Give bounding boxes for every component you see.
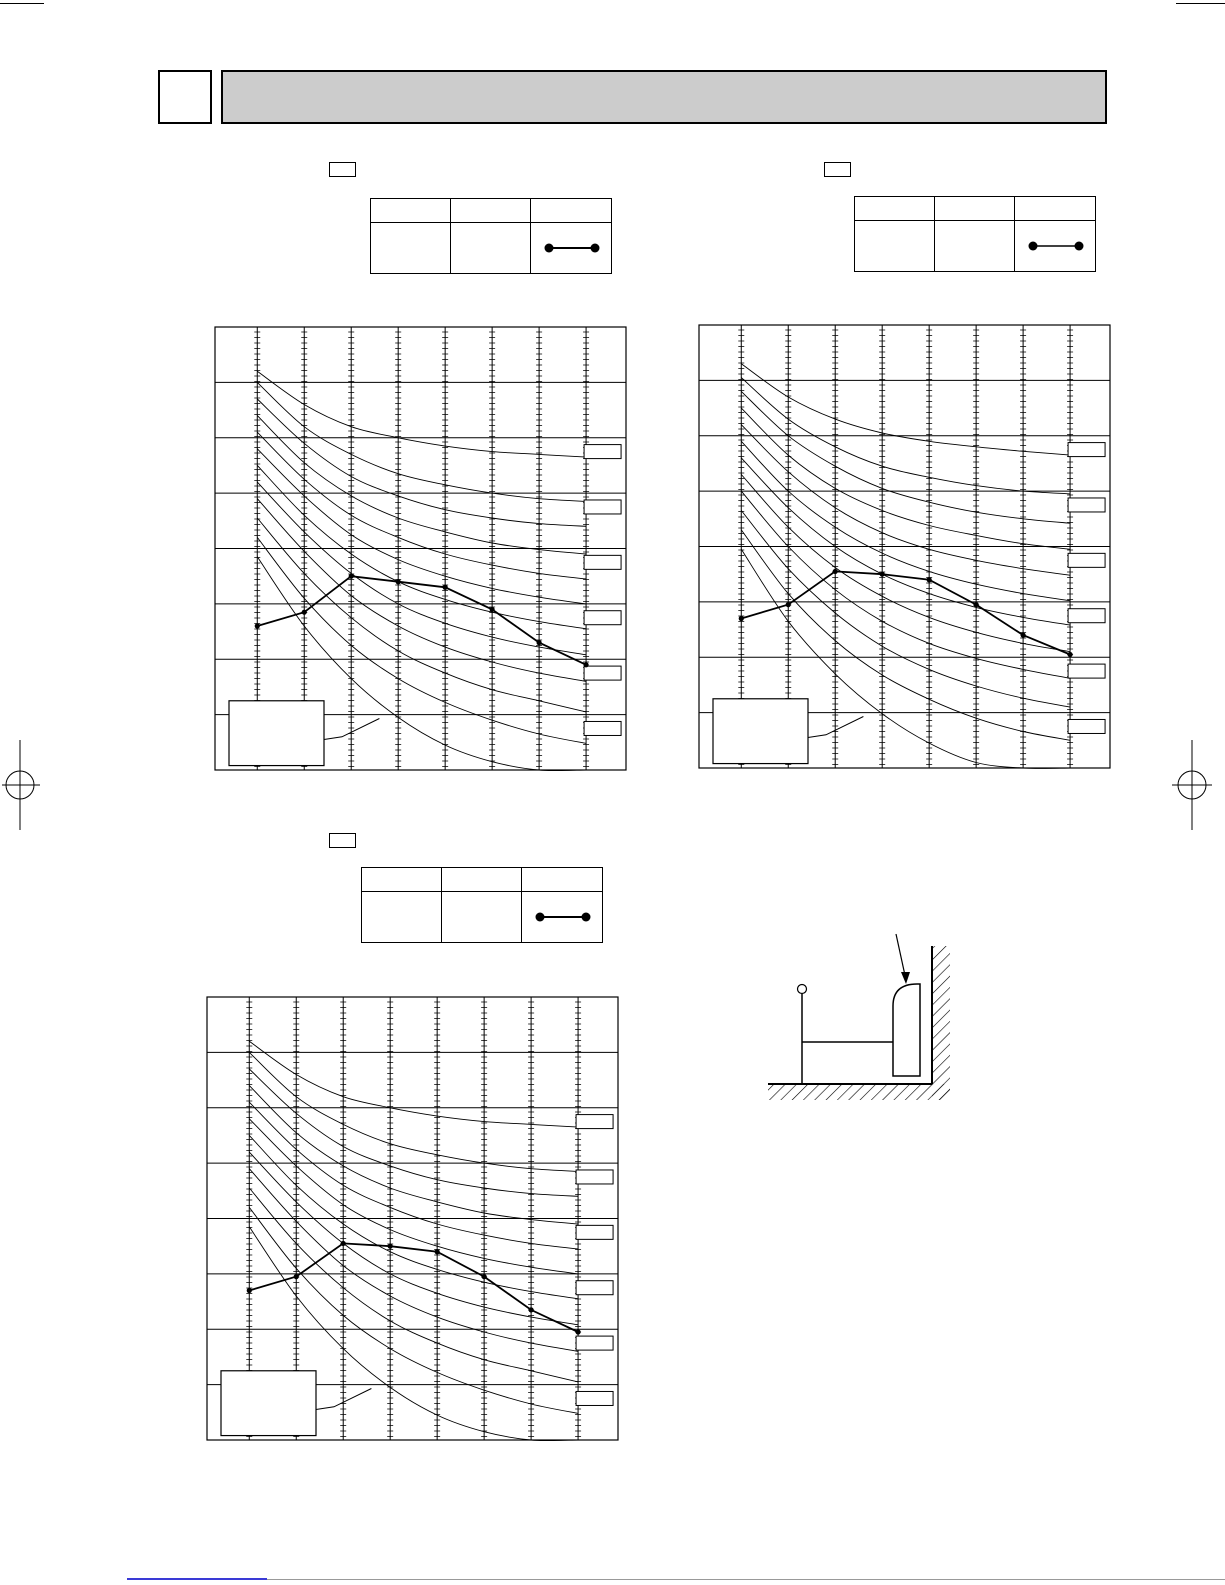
chart-c-legend-table: [361, 867, 603, 943]
section-header-bar: [221, 70, 1107, 124]
curve-label: [1068, 498, 1105, 512]
footer-rule: [267, 1579, 1225, 1580]
curve-label: [584, 611, 621, 625]
curve-label: [576, 1115, 613, 1129]
bed-and-indoor-unit-diagram-icon: [760, 928, 960, 1108]
crop-mark-top-left: [0, 3, 44, 4]
series-point: [739, 616, 744, 621]
curve-label: [1068, 664, 1105, 678]
curve-label: [584, 666, 621, 680]
annotation-box: [221, 1371, 316, 1436]
series-point: [529, 1307, 534, 1312]
curve-label-box: [584, 500, 621, 514]
series-point: [349, 574, 354, 579]
crosshair-circle-icon: [0, 740, 40, 830]
crop-mark-top-right: [1176, 3, 1225, 4]
series-point: [435, 1249, 440, 1254]
series-point: [583, 662, 588, 667]
chart-a-legend-table: [370, 198, 612, 274]
chart-b-legend-marker: [1015, 221, 1096, 272]
section-number-box: [158, 70, 212, 124]
curve-label: [576, 1281, 613, 1295]
curve-label-box: [1068, 498, 1105, 512]
series-point: [482, 1274, 487, 1279]
curve-label: [1068, 553, 1105, 567]
dot-line-dot-icon: [522, 892, 602, 942]
curve-label: [584, 500, 621, 514]
series-point: [833, 569, 838, 574]
curve-label-box: [1068, 553, 1105, 567]
curve-label-box: [576, 1225, 613, 1239]
series-point: [974, 602, 979, 607]
curve-label-box: [584, 445, 621, 459]
curve-label: [576, 1391, 613, 1405]
curve-label-box: [576, 1115, 613, 1129]
curve-label-box: [1068, 719, 1105, 733]
curve-label-box: [1068, 443, 1105, 457]
chart-a-tag: [329, 162, 356, 177]
series-point: [443, 585, 448, 590]
curve-label: [1068, 443, 1105, 457]
curve-label-box: [1068, 664, 1105, 678]
curve-label: [576, 1170, 613, 1184]
curve-label-box: [584, 666, 621, 680]
chart-b-legend-table: [854, 196, 1096, 272]
series-point: [341, 1241, 346, 1246]
dot-line-dot-icon: [531, 223, 611, 273]
series-point: [247, 1288, 252, 1293]
chart-b-tag: [824, 162, 851, 177]
series-point: [255, 623, 260, 628]
chart-a-plot: [214, 326, 627, 771]
chart-c-legend-marker: [522, 892, 603, 943]
series-point: [1067, 652, 1072, 657]
curve-label: [576, 1225, 613, 1239]
series-point: [786, 602, 791, 607]
curve-label: [584, 721, 621, 735]
annotation-box: [713, 699, 808, 764]
curve-label-box: [576, 1281, 613, 1295]
series-point: [294, 1274, 299, 1279]
series-point: [490, 607, 495, 612]
curve-label: [584, 555, 621, 569]
footer-link-underline[interactable]: [127, 1578, 267, 1580]
crosshair-circle-icon: [1172, 740, 1216, 830]
chart-b-plot: [698, 324, 1111, 769]
curve-label: [1068, 719, 1105, 733]
series-point: [388, 1244, 393, 1249]
curve-label: [1068, 609, 1105, 623]
chart-c-plot: [206, 996, 619, 1441]
series-point: [302, 610, 307, 615]
series-point: [537, 640, 542, 645]
curve-label: [576, 1336, 613, 1350]
curve-label-box: [584, 611, 621, 625]
curve-label-box: [576, 1391, 613, 1405]
series-point: [575, 1329, 580, 1334]
curve-label-box: [584, 555, 621, 569]
chart-c-tag: [329, 833, 356, 848]
curve-label-box: [584, 721, 621, 735]
curve-label-box: [1068, 609, 1105, 623]
series-point: [1021, 633, 1026, 638]
chart-a-legend-marker: [531, 223, 612, 274]
series-point: [396, 579, 401, 584]
curve-label-box: [576, 1336, 613, 1350]
annotation-box: [229, 701, 324, 766]
curve-label-box: [576, 1170, 613, 1184]
curve-label: [584, 445, 621, 459]
series-point: [927, 577, 932, 582]
dot-line-dot-icon: [1015, 221, 1095, 271]
series-point: [880, 572, 885, 577]
